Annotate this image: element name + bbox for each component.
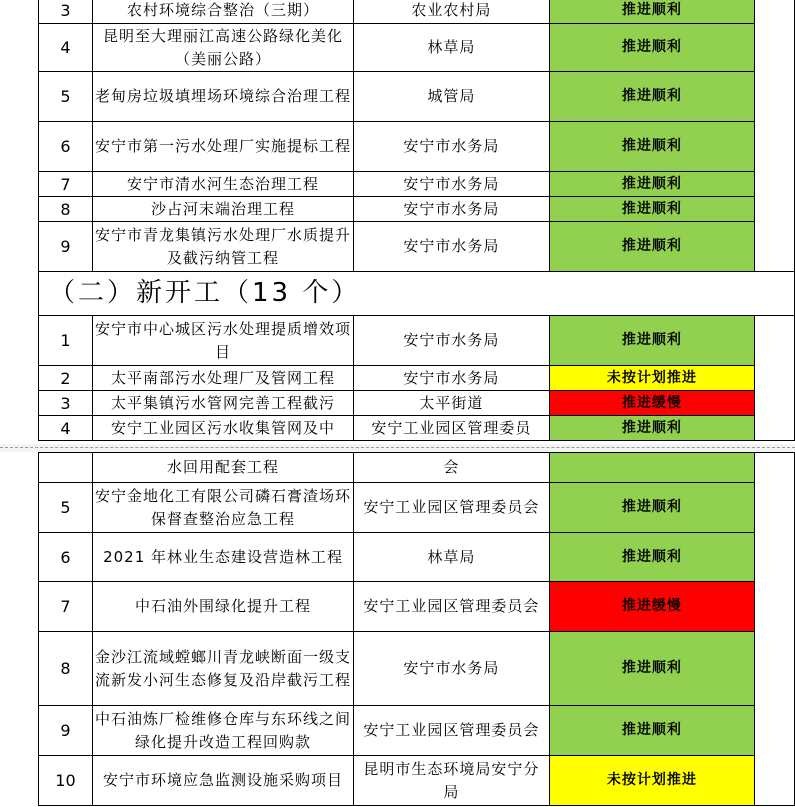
status-cell: 未按计划推进 (549, 756, 754, 806)
status-cell: 推进缓慢 (549, 391, 754, 416)
blank-column (755, 316, 795, 441)
status-cell: 推进顺利 (549, 0, 754, 24)
table-row (39, 72, 795, 122)
status-cell: 推进顺利 (549, 197, 754, 222)
department: 农业农村局 (354, 0, 549, 24)
row-number (39, 453, 93, 483)
project-name: 农村环境综合整治（三期） (92, 0, 353, 24)
row-number: 7 (39, 582, 93, 632)
status-cell: 推进顺利 (549, 222, 754, 272)
row-number: 5 (39, 483, 93, 533)
blank-column (755, 0, 795, 272)
department: 安宁工业园区管理委员会 (354, 706, 549, 756)
project-name: 安宁市第一污水处理厂实施提标工程 (92, 122, 353, 172)
table-row (39, 632, 795, 706)
table-row (39, 197, 795, 222)
department: 会 (354, 453, 549, 483)
row-number: 5 (39, 72, 93, 122)
status-cell: 推进顺利 (549, 316, 754, 366)
table-row (39, 416, 795, 441)
row-number: 6 (39, 533, 93, 582)
table-row (39, 533, 795, 582)
status-cell: 推进缓慢 (549, 582, 754, 632)
project-name: 安宁市青龙集镇污水处理厂水质提升及截污纳管工程 (92, 222, 353, 272)
section-header-row (39, 272, 795, 316)
table-row (39, 122, 795, 172)
row-number: 10 (39, 756, 93, 806)
page-break (0, 444, 795, 452)
project-name: 金沙江流域螳螂川青龙峡断面一级支流新发小河生态修复及沿岸截污工程 (92, 632, 353, 706)
row-number: 8 (39, 632, 93, 706)
department: 林草局 (354, 24, 549, 72)
status-cell: 推进顺利 (549, 483, 754, 533)
project-name: 老甸房垃圾填埋场环境综合治理工程 (92, 72, 353, 122)
project-name: 中石油外围绿化提升工程 (92, 582, 353, 632)
project-name: 安宁金地化工有限公司磷石膏渣场环保督查整治应急工程 (92, 483, 353, 533)
table-row (39, 582, 795, 632)
table-row (39, 0, 795, 24)
row-number: 7 (39, 172, 93, 197)
project-name: 水回用配套工程 (92, 453, 353, 483)
department: 安宁工业园区管理委员 (354, 416, 549, 441)
department: 太平街道 (354, 391, 549, 416)
department: 安宁市水务局 (354, 632, 549, 706)
project-name: 太平集镇污水管网完善工程截污 (92, 391, 353, 416)
status-cell: 推进顺利 (549, 24, 754, 72)
project-name: 中石油炼厂检维修仓库与东环线之间绿化提升改造工程回购款 (92, 706, 353, 756)
department: 安宁市水务局 (354, 316, 549, 366)
project-name: 安宁工业园区污水收集管网及中 (92, 416, 353, 441)
department: 安宁市水务局 (354, 222, 549, 272)
row-number: 8 (39, 197, 93, 222)
department: 城管局 (354, 72, 549, 122)
section-title: （二）新开工（13 个） (39, 272, 795, 316)
document-page-bottom (0, 452, 795, 807)
department: 林草局 (354, 533, 549, 582)
status-cell: 推进顺利 (549, 72, 754, 122)
table-row (39, 756, 795, 806)
row-number: 9 (39, 222, 93, 272)
project-name: 太平南部污水处理厂及管网工程 (92, 366, 353, 391)
status-cell: 推进顺利 (549, 632, 754, 706)
department: 安宁工业园区管理委员会 (354, 483, 549, 533)
status-cell: 推进顺利 (549, 172, 754, 197)
project-name: 安宁市环境应急监测设施采购项目 (92, 756, 353, 806)
department: 安宁市水务局 (354, 366, 549, 391)
row-number: 1 (39, 316, 93, 366)
row-number: 4 (39, 24, 93, 72)
table-row (39, 24, 795, 72)
table-row (39, 453, 795, 483)
department: 安宁工业园区管理委员会 (354, 582, 549, 632)
blank-column (755, 453, 795, 806)
project-name: 安宁市中心城区污水处理提质增效项目 (92, 316, 353, 366)
status-cell: 推进顺利 (549, 122, 754, 172)
table-row (39, 172, 795, 197)
row-number: 3 (39, 391, 93, 416)
table-row (39, 222, 795, 272)
status-cell: 未按计划推进 (549, 366, 754, 391)
project-name: 2021 年林业生态建设营造林工程 (92, 533, 353, 582)
project-table-bottom (38, 452, 795, 806)
status-cell: 推进顺利 (549, 533, 754, 582)
status-cell (549, 453, 754, 483)
row-number: 3 (39, 0, 93, 24)
project-name: 安宁市清水河生态治理工程 (92, 172, 353, 197)
project-table-top (38, 0, 795, 441)
department: 安宁市水务局 (354, 122, 549, 172)
table-row (39, 391, 795, 416)
table-row (39, 316, 795, 366)
row-number: 2 (39, 366, 93, 391)
status-cell: 推进顺利 (549, 706, 754, 756)
table-row (39, 366, 795, 391)
department: 安宁市水务局 (354, 197, 549, 222)
project-name: 昆明至大理丽江高速公路绿化美化（美丽公路） (92, 24, 353, 72)
department: 安宁市水务局 (354, 172, 549, 197)
table-row (39, 706, 795, 756)
project-name: 沙占河末端治理工程 (92, 197, 353, 222)
department: 昆明市生态环境局安宁分局 (354, 756, 549, 806)
table-row (39, 483, 795, 533)
row-number: 9 (39, 706, 93, 756)
row-number: 4 (39, 416, 93, 441)
status-cell: 推进顺利 (549, 416, 754, 441)
row-number: 6 (39, 122, 93, 172)
